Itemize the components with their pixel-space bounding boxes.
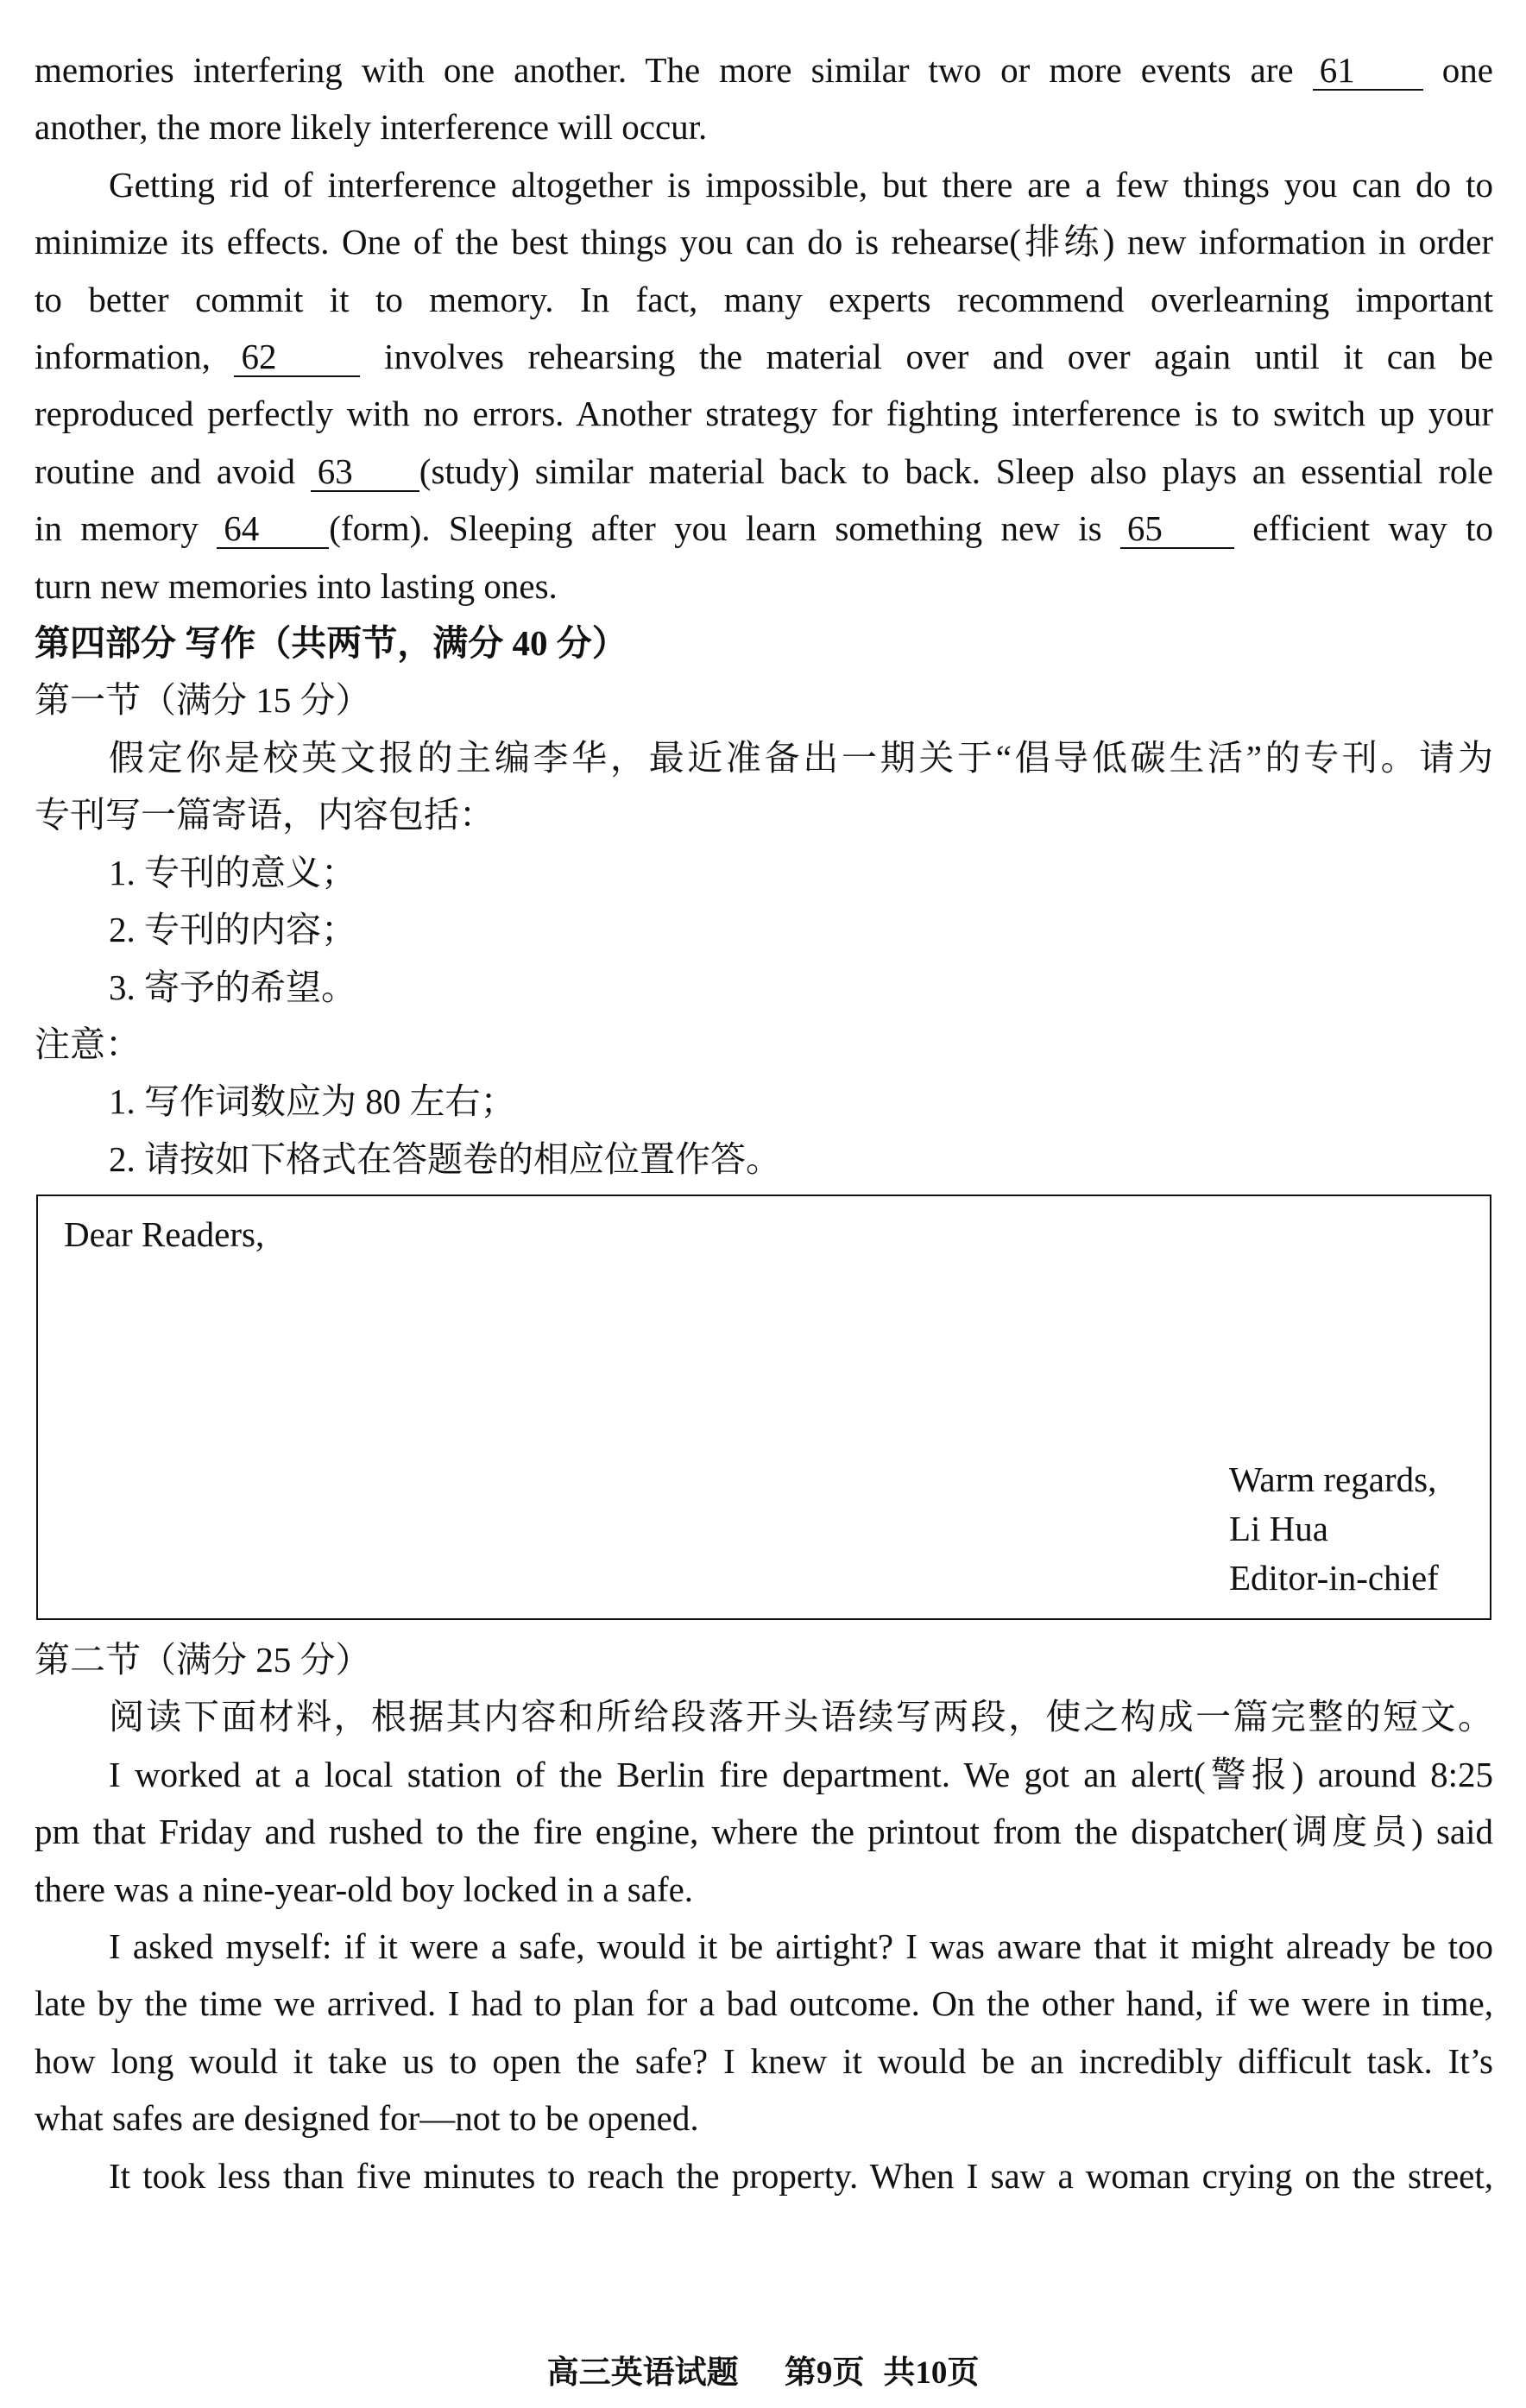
note-title: 注意： (35, 1024, 141, 1064)
letter-name: Li Hua (1229, 1509, 1328, 1548)
part4-heading: 第四部分 写作（共两节，满分 40 分） (35, 623, 627, 664)
note-item-1: 1. 写作词数应为 80 左右； (109, 1081, 516, 1122)
story-p2-line-2: late by the time we arrived. I had to plan for a bad outcome. On the other hand, if we were in time, (35, 1983, 1493, 2024)
story-p2-line-1: I asked myself: if it were a safe, would it be airtight? I was aware that it might already be too (109, 1926, 1493, 1967)
exam-page (35, 41, 1494, 2196)
blank-65[interactable]: 65 (1120, 510, 1234, 549)
letter-title: Editor-in-chief (1229, 1558, 1439, 1598)
page-footer (0, 2346, 1526, 2392)
footer-page: 第9页 (784, 2355, 865, 2391)
prompt-line-2: 专刊写一篇寄语，内容包括： (35, 795, 495, 835)
letter-format-box (36, 1195, 1491, 1620)
story-p3-line-1: It took less than five minutes to reach the property. When I saw a woman crying on the street, (109, 2155, 1493, 2196)
prompt-line-1: 假定你是校英文报的主编李华，最近准备出一期关于“倡导低碳生活”的专刊。请为 (109, 737, 1493, 778)
blank-62[interactable]: 62 (234, 338, 360, 377)
footer-total: 共10页 (883, 2355, 980, 2391)
passage-line-6: information, 62 involves rehearsing the material over and over again until it can be (35, 337, 1494, 377)
content-item-1: 1. 专刊的意义； (109, 852, 356, 892)
content-item-2: 2. 专刊的内容； (109, 910, 356, 950)
section2 (35, 1631, 1493, 2204)
passage-line-10: turn new memories into lasting ones. (35, 565, 558, 606)
blank-63[interactable]: 63 (311, 453, 419, 492)
passage-line-2: another, the more likely interference will occur. (35, 107, 708, 148)
letter-signature (1229, 1455, 1439, 1603)
passage-line-5: to better commit it to memory. In fact, many experts recommend overlearning important (35, 279, 1493, 319)
passage-line-3: Getting rid of interference altogether is impossible, but there are a few things you can do to (109, 164, 1493, 205)
passage-line-1: memories interfering with one another. The more similar two or more events are 61 one (35, 50, 1493, 90)
story-p2-line-4: what safes are designed for—not to be opened. (35, 2098, 699, 2139)
blank-61[interactable]: 61 (1313, 52, 1423, 91)
section2-title: 第二节（满分 25 分） (35, 1640, 371, 1680)
section1-title: 第一节（满分 15 分） (35, 680, 371, 721)
story-p1-line-3: there was a nine-year-old boy locked in a safe. (35, 1869, 694, 1909)
story-p1-line-2: pm that Friday and rushed to the fire engine, where the printout from the dispatcher(调度员) said (35, 1812, 1493, 1852)
content-item-3: 3. 寄予的希望。 (109, 967, 356, 1007)
passage-line-7: reproduced perfectly with no errors. Another strategy for fighting interference is to switch up your (35, 394, 1493, 434)
passage-line-9: in memory 64 (form). Sleeping after you learn something new is 65 efficient way to (35, 508, 1494, 549)
story-p2-line-3: how long would it take us to open the safe? I knew it would be an incredibly difficult task. It’s (35, 2040, 1493, 2081)
passage-line-8: routine and avoid 63 (study) similar material back to back. Sleep also plays an essential role (35, 451, 1494, 491)
section2-instruction: 阅读下面材料，根据其内容和所给段落开头语续写两段，使之构成一篇完整的短文。 (109, 1697, 1493, 1737)
footer-subject: 高三英语试题 (546, 2355, 739, 2391)
letter-closing: Warm regards, (1229, 1459, 1437, 1499)
note-item-2: 2. 请按如下格式在答题卷的相应位置作答。 (109, 1138, 781, 1179)
passage-line-4: minimize its effects. One of the best things you can do is rehearse(排练) new information in order (35, 222, 1493, 262)
story-p1-line-1: I worked at a local station of the Berlin fire department. We got an alert(警报) around 8:25 (109, 1754, 1493, 1794)
letter-greeting: Dear Readers, (64, 1214, 265, 1254)
blank-64[interactable]: 64 (217, 510, 329, 549)
